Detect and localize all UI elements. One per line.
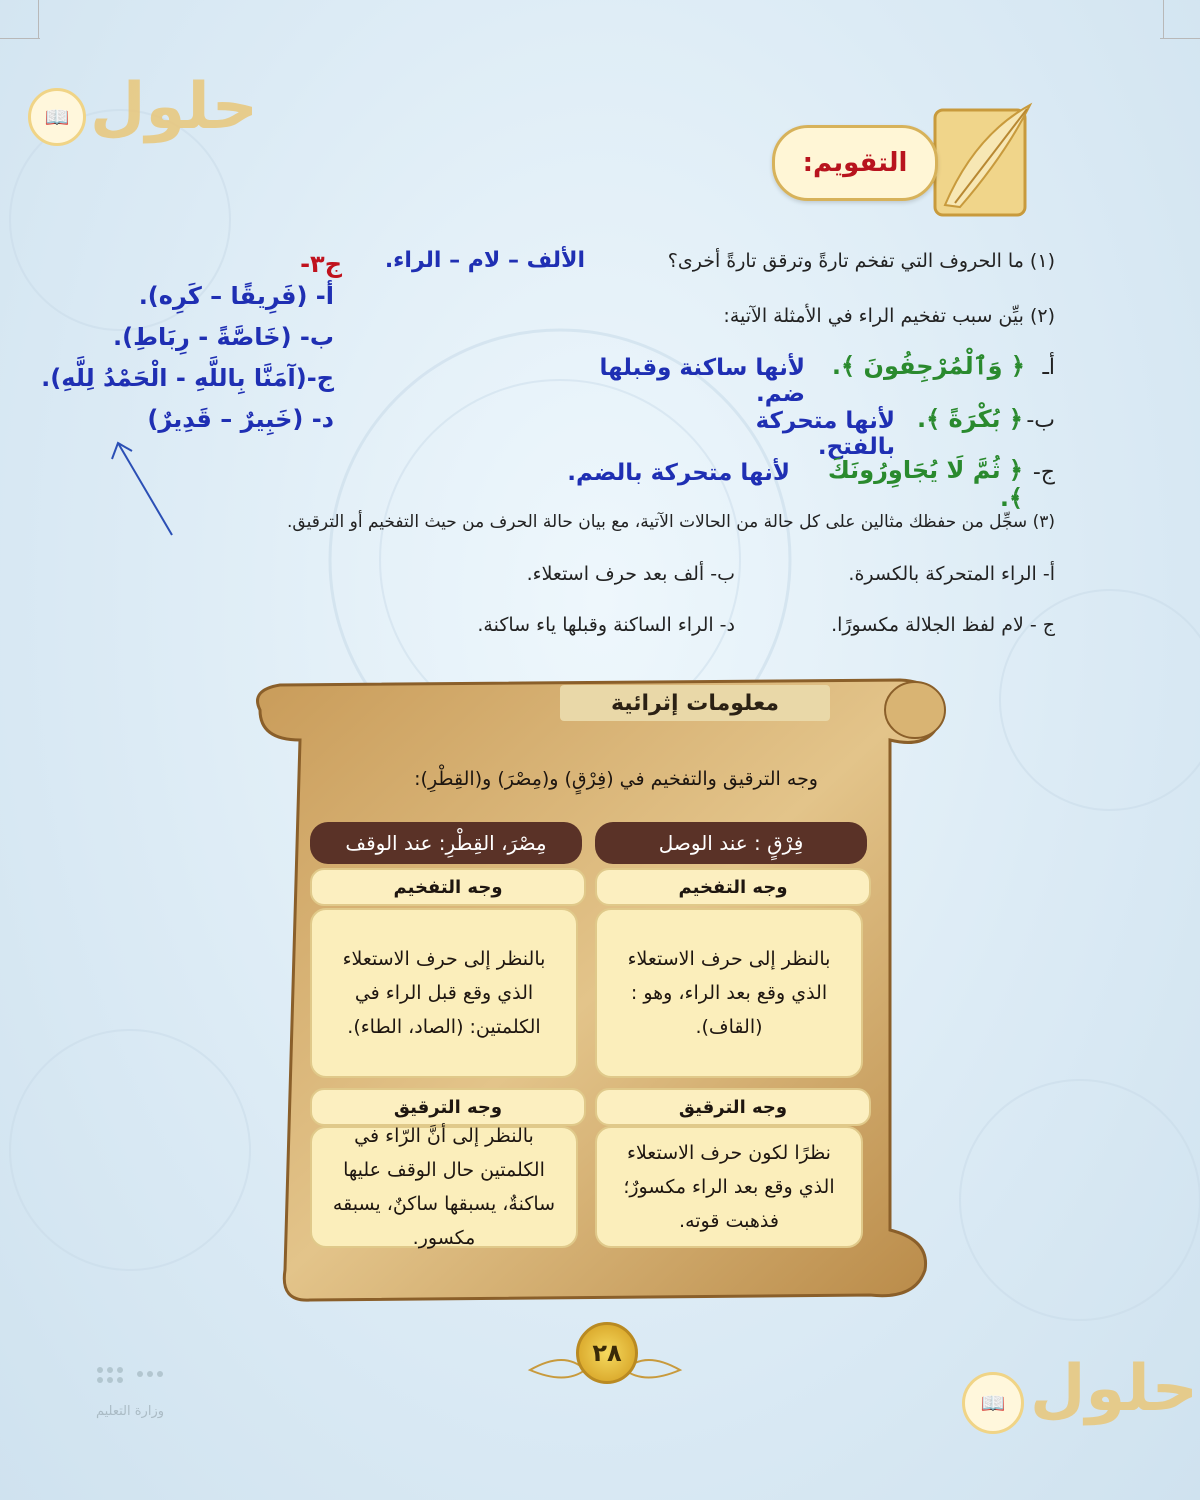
column-header-waqf: مِصْرَ، القِطْرِ: عند الوقف (310, 822, 582, 864)
question-3-d: د- الراء الساكنة وقبلها ياء ساكنة. (477, 614, 735, 636)
ministry-name: وزارة التعليم (95, 1404, 165, 1419)
tafkhim-text-left: بالنظر إلى حرف الاستعلاء الذي وقع قبل الراء في الكلمتين: (الصاد، الطاء). (310, 908, 578, 1078)
enrichment-intro: وجه الترقيق والتفخيم في (فِرْقٍ) و(مِصْرَ) و(القِطْرِ): (414, 768, 818, 790)
tarqiq-label-right: وجه الترقيق (595, 1088, 871, 1126)
book-icon: 📖 (962, 1372, 1024, 1434)
column-header-wasl: فِرْقٍ : عند الوصل (595, 822, 867, 864)
enrichment-title: معلومات إثرائية (560, 685, 830, 721)
question-3: (٣) سجِّل من حفظك مثالين على كل حالة من الحالات الآتية، مع بيان حالة الحرف من حيث التفخيم أو الترقيق. (287, 512, 1055, 532)
brand-watermark: حلول (90, 70, 258, 144)
tafkhim-label-left: وجه التفخيم (310, 868, 586, 906)
tarqiq-text-left: بالنظر إلى أنَّ الرّاء في الكلمتين حال الوقف عليها ساكنةٌ، يسبقها ساكنٌ، يسبقه مكسور. (310, 1126, 578, 1248)
tafkhim-text-right: بالنظر إلى حرف الاستعلاء الذي وقع بعد الراء، وهو : (القاف). (595, 908, 863, 1078)
question-3-b: ب- ألف بعد حرف استعلاء. (526, 563, 735, 585)
question-1-answer: الألف – لام – الراء. (384, 248, 585, 273)
question-2-c-answer: لأنها متحركة بالضم. (567, 460, 790, 486)
question-2-b-prefix: ب- (1026, 408, 1055, 433)
brand-watermark: حلول (1030, 1352, 1198, 1426)
answer-3-title: ج٣- (300, 250, 342, 278)
answer-3-d: د- (خَبِيرٌ – قَدِيرٌ) (147, 405, 334, 433)
question-1: (١) ما الحروف التي تفخم تارةً وترقق تارةً أخرى؟ (667, 250, 1055, 272)
question-2-c-prefix: ج- (1032, 460, 1055, 485)
tafkhim-label-right: وجه التفخيم (595, 868, 871, 906)
question-2: (٢) بيِّن سبب تفخيم الراء في الأمثلة الآتية: (723, 305, 1055, 327)
tarqiq-text-right: نظرًا لكون حرف الاستعلاء الذي وقع بعد الراء مكسورٌ؛ فذهبت قوته. (595, 1126, 863, 1248)
quran-verse-b: ﴿ بُكْرَةً ﴾. (916, 405, 1023, 433)
page-number: ٢٨ (576, 1322, 638, 1384)
question-2-a-prefix: أـ (1042, 355, 1055, 380)
question-3-a: أ- الراء المتحركة بالكسرة. (848, 563, 1055, 585)
ministry-logo (60, 1360, 200, 1490)
quran-verse-a: ﴿ وَٱلْمُرْجِفُونَ ﴾. (831, 352, 1025, 380)
answer-3-b: ب- (خَاصَّةً - رِبَاطِ). (113, 323, 334, 351)
arrow-icon (110, 435, 190, 545)
answer-3-a: أ- (فَرِيقًا – كَرِه). (138, 282, 334, 310)
question-2-a-answer: لأنها ساكنة وقبلها ضم. (599, 355, 805, 407)
question-3-c: ج - لام لفظ الجلالة مكسورًا. (831, 614, 1055, 636)
question-2-b-answer: لأنها متحركة بالفتح. (755, 408, 895, 460)
tarqiq-label-left: وجه الترقيق (310, 1088, 586, 1126)
quran-verse-c: ﴿ ثُمَّ لَا يُجَاوِرُونَكَ ﴾. (827, 456, 1023, 512)
section-title: التقويم: (772, 125, 938, 201)
book-icon: 📖 (28, 88, 86, 146)
ministry-emblem-icon (90, 1360, 170, 1400)
answer-3-c: ج-(آمَنَّا بِاللَّهِ - الْحَمْدُ لِلَّهِ). (41, 364, 334, 392)
